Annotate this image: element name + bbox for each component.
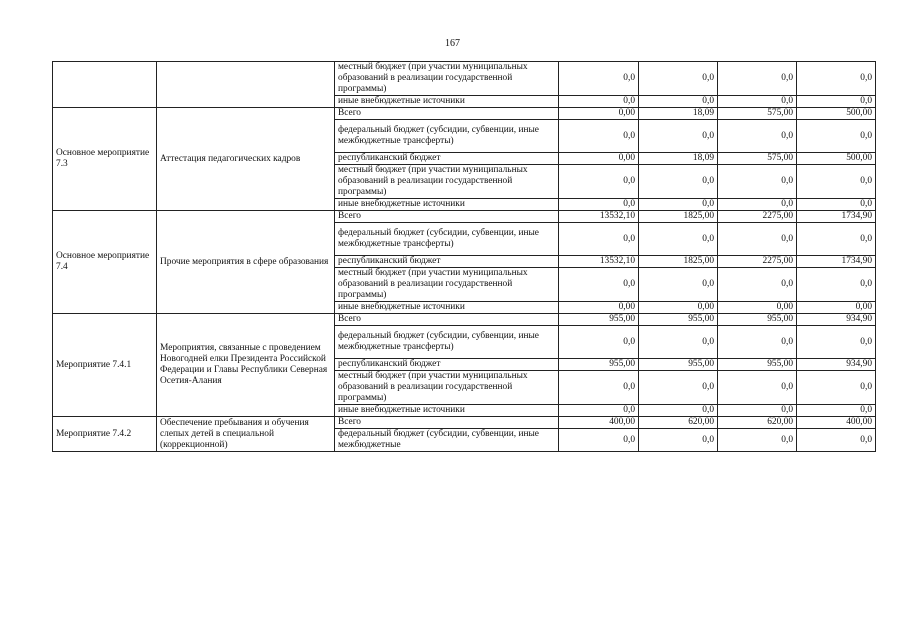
table-row [53,417,876,429]
amount-cell: 0,0 [639,429,718,452]
amount-cell: 0,0 [559,429,639,452]
amount-cell: 1734,90 [797,256,876,268]
amount-cell: 0,0 [797,371,876,405]
activity-description-cell [157,62,335,108]
amount-cell: 575,00 [718,153,797,165]
funding-source-cell: местный бюджет (при участии муниципальных образований в реализации государственной программы) [335,371,559,405]
funding-source-cell: федеральный бюджет (субсидии, субвенции, иные межбюджетные трансферты) [335,120,559,153]
amount-cell: 0,0 [797,120,876,153]
table-row [53,211,876,223]
amount-cell: 0,0 [559,62,639,96]
amount-cell: 13532,10 [559,256,639,268]
funding-source-cell: местный бюджет (при участии муниципальных образований в реализации государственной программы) [335,268,559,302]
amount-cell: 0,0 [718,371,797,405]
funding-source-cell: иные внебюджетные источники [335,96,559,108]
amount-cell: 955,00 [559,359,639,371]
amount-cell: 0,0 [639,371,718,405]
amount-cell: 0,0 [559,165,639,199]
amount-cell: 0,0 [639,326,718,359]
amount-cell: 0,0 [718,199,797,211]
amount-cell: 0,0 [639,120,718,153]
amount-cell: 0,0 [559,199,639,211]
activity-code-cell [53,62,157,108]
amount-cell: 18,09 [639,153,718,165]
funding-source-cell: республиканский бюджет [335,256,559,268]
amount-cell: 0,0 [559,405,639,417]
amount-cell: 0,0 [639,96,718,108]
amount-cell: 0,0 [639,165,718,199]
amount-cell: 620,00 [639,417,718,429]
amount-cell: 400,00 [797,417,876,429]
activity-description-cell: Аттестация педагогических кадров [157,108,335,211]
activity-code-cell: Основное мероприятие 7.4 [53,211,157,314]
funding-source-cell: республиканский бюджет [335,359,559,371]
amount-cell: 1825,00 [639,256,718,268]
amount-cell: 955,00 [718,359,797,371]
amount-cell: 955,00 [559,314,639,326]
amount-cell: 0,00 [559,153,639,165]
amount-cell: 0,0 [797,62,876,96]
amount-cell: 575,00 [718,108,797,120]
amount-cell: 0,0 [559,96,639,108]
funding-source-cell: иные внебюджетные источники [335,405,559,417]
amount-cell: 0,0 [559,223,639,256]
funding-source-cell: Всего [335,108,559,120]
amount-cell: 0,0 [797,223,876,256]
amount-cell: 1734,90 [797,211,876,223]
activity-description-cell: Мероприятия, связанные с проведением Новогодней елки Президента Российской Федерации и Главы Республики Северная Осетия-Алания [157,314,335,417]
amount-cell: 2275,00 [718,256,797,268]
amount-cell: 0,0 [797,326,876,359]
amount-cell: 0,0 [718,405,797,417]
funding-source-cell: местный бюджет (при участии муниципальных образований в реализации государственной программы) [335,62,559,96]
amount-cell: 0,0 [718,96,797,108]
amount-cell: 500,00 [797,108,876,120]
activity-code-cell: Мероприятие 7.4.1 [53,314,157,417]
amount-cell: 1825,00 [639,211,718,223]
amount-cell: 934,90 [797,359,876,371]
funding-source-cell: федеральный бюджет (субсидии, субвенции, иные межбюджетные трансферты) [335,223,559,256]
amount-cell: 13532,10 [559,211,639,223]
amount-cell: 0,0 [718,429,797,452]
amount-cell: 0,0 [797,268,876,302]
amount-cell: 0,0 [797,96,876,108]
amount-cell: 0,0 [718,62,797,96]
funding-source-cell: федеральный бюджет (субсидии, субвенции, иные межбюджетные трансферты) [335,326,559,359]
funding-source-cell: федеральный бюджет (субсидии, субвенции, иные межбюджетные [335,429,559,452]
amount-cell: 0,0 [718,326,797,359]
amount-cell: 400,00 [559,417,639,429]
activity-code-cell: Основное мероприятие 7.3 [53,108,157,211]
amount-cell: 18,09 [639,108,718,120]
page-number: 167 [445,38,460,49]
amount-cell: 0,0 [639,62,718,96]
amount-cell: 955,00 [718,314,797,326]
table-row [53,314,876,326]
amount-cell: 0,00 [559,108,639,120]
amount-cell: 955,00 [639,359,718,371]
amount-cell: 0,0 [718,223,797,256]
amount-cell: 0,00 [559,302,639,314]
amount-cell: 0,0 [797,405,876,417]
amount-cell: 955,00 [639,314,718,326]
amount-cell: 0,0 [559,371,639,405]
table-row [53,62,876,96]
amount-cell: 0,0 [797,429,876,452]
amount-cell: 2275,00 [718,211,797,223]
budget-table-body [53,62,876,452]
amount-cell: 0,0 [718,165,797,199]
funding-source-cell: Всего [335,314,559,326]
funding-source-cell: республиканский бюджет [335,153,559,165]
funding-source-cell: иные внебюджетные источники [335,199,559,211]
amount-cell: 0,00 [718,302,797,314]
amount-cell: 0,0 [559,326,639,359]
amount-cell: 0,00 [639,302,718,314]
funding-source-cell: Всего [335,417,559,429]
amount-cell: 0,00 [797,302,876,314]
table-row [53,108,876,120]
activity-description-cell: Обеспечение пребывания и обучения слепых детей в специальной (коррекционной) [157,417,335,452]
activity-description-cell: Прочие мероприятия в сфере образования [157,211,335,314]
amount-cell: 0,0 [559,268,639,302]
amount-cell: 0,0 [797,199,876,211]
amount-cell: 0,0 [639,199,718,211]
amount-cell: 934,90 [797,314,876,326]
amount-cell: 0,0 [797,165,876,199]
amount-cell: 0,0 [639,268,718,302]
amount-cell: 0,0 [718,120,797,153]
activity-code-cell: Мероприятие 7.4.2 [53,417,157,452]
amount-cell: 0,0 [718,268,797,302]
amount-cell: 620,00 [718,417,797,429]
funding-source-cell: Всего [335,211,559,223]
amount-cell: 0,0 [639,223,718,256]
amount-cell: 500,00 [797,153,876,165]
amount-cell: 0,0 [559,120,639,153]
funding-source-cell: иные внебюджетные источники [335,302,559,314]
budget-table [52,61,876,452]
funding-source-cell: местный бюджет (при участии муниципальных образований в реализации государственной программы) [335,165,559,199]
amount-cell: 0,0 [639,405,718,417]
